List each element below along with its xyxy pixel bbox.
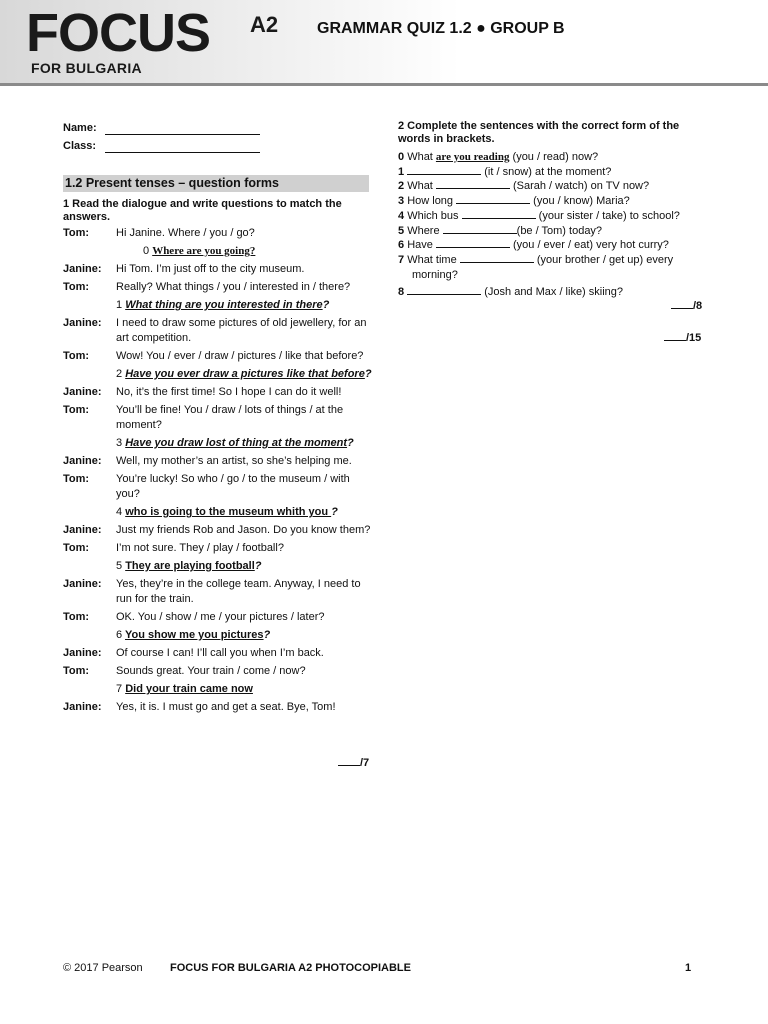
speech-text: Hi Janine. Where / you / go? [116, 227, 255, 239]
speaker-label: Janine: [63, 701, 102, 713]
speaker-label: Tom: [63, 611, 90, 623]
speech-text: I need to draw some pictures of old jewellery, for an art competition. [116, 317, 367, 344]
sentence-number: 4 [398, 209, 405, 222]
dialogue-line [63, 577, 373, 607]
speaker-label: Janine: [63, 455, 102, 467]
question-mark: ? [254, 560, 262, 572]
sentence-start: What time [407, 253, 460, 266]
dialogue-line [63, 349, 373, 364]
speaker-label: Janine: [63, 386, 102, 398]
dialogue-line [63, 403, 373, 433]
sentence-start: Have [407, 239, 436, 252]
dialogue-line [63, 454, 373, 469]
dialogue-line [63, 262, 373, 277]
dialogue-line [63, 700, 373, 715]
total-score [664, 331, 701, 344]
written-answer[interactable]: Have you ever draw a pictures like that before [125, 368, 365, 380]
sentence-end: (Josh and Max / like) skiing? [481, 286, 624, 299]
speaker-label: Janine: [63, 524, 102, 536]
sentence-start: How long [407, 195, 457, 208]
written-answer[interactable]: Did your train came now [125, 683, 253, 695]
written-answer[interactable]: Where are you going? [152, 245, 256, 257]
sentence-number: 2 [398, 180, 405, 193]
sentence-number: 8 [398, 286, 405, 299]
speaker-label: Tom: [63, 227, 90, 239]
logo-subtitle: FOR BULGARIA [31, 60, 142, 76]
sentence-end: (your sister / take) to school? [535, 209, 680, 222]
sentence-start: What [407, 180, 436, 193]
question-number: 3 [116, 437, 123, 449]
speech-text: OK. You / show / me / your pictures / later? [116, 611, 325, 623]
speech-text: Wow! You / ever / draw / pictures / like that before? [116, 350, 364, 362]
speech-text: Really? What things / you / interested in / there? [116, 281, 351, 293]
speech-text: Sounds great. Your train / come / now? [116, 665, 306, 677]
sentence-end: (Sarah / watch) on TV now? [509, 180, 650, 193]
score-blank[interactable] [338, 756, 360, 766]
sentence-start: Which bus [407, 209, 462, 222]
answer-line [63, 559, 373, 574]
speaker-label: Tom: [63, 665, 90, 677]
focus-logo: FOCUS [26, 3, 210, 63]
task1-instruction: 1 Read the dialogue and write questions to match the answers. [63, 198, 342, 223]
answer-gap[interactable] [462, 209, 536, 219]
sentence-row [398, 194, 728, 209]
speech-text: Well, my mother’s an artist, so she’s helping me. [116, 455, 352, 467]
class-field[interactable] [63, 140, 96, 152]
dialogue-line [63, 226, 373, 241]
sentence-row [398, 285, 728, 300]
sentence-number: 0 [398, 151, 405, 163]
answer-gap[interactable] [407, 165, 481, 175]
answer-line [63, 505, 373, 520]
dialogue-line [63, 385, 373, 400]
copyright: © 2017 Pearson [63, 962, 143, 974]
sentence-end: (your brother / get up) every [533, 253, 674, 266]
name-label: Name: [63, 122, 97, 134]
example-answer: are you reading [435, 151, 510, 163]
dialogue [63, 226, 373, 718]
written-answer[interactable]: They are playing football [125, 560, 255, 572]
sentence-number: 3 [398, 195, 405, 208]
sentence-end: (it / snow) at the moment? [481, 165, 612, 178]
sentence-row [398, 209, 728, 224]
speaker-label: Janine: [63, 263, 102, 275]
dialogue-line [63, 523, 373, 538]
question-number: 0 [143, 245, 150, 257]
sentence-number: 6 [398, 239, 405, 252]
sentence-row [398, 150, 728, 165]
section-title: 1.2 Present tenses – question forms [63, 175, 369, 192]
answer-gap[interactable] [456, 194, 530, 204]
task2-score-value: /8 [693, 300, 703, 312]
header-divider [0, 83, 768, 86]
task2-sentences [398, 150, 728, 300]
question-mark: ? [263, 629, 271, 641]
answer-line [63, 367, 373, 382]
series-label: FOCUS FOR BULGARIA A2 PHOTOCOPIABLE [170, 962, 411, 974]
sentence-row [398, 179, 728, 194]
dialogue-line [63, 280, 373, 295]
sentence-start: morning? [412, 268, 458, 281]
speech-text: No, it’s the first time! So I hope I can do it well! [116, 386, 342, 398]
speech-text: Yes, they’re in the college team. Anyway, I need to run for the train. [116, 578, 361, 605]
speech-text: You’re lucky! So who / go / to the museum / with you? [116, 473, 350, 500]
speech-text: You’ll be fine! You / draw / lots of things / at the moment? [116, 404, 344, 431]
page-header [0, 0, 768, 84]
sentence-number: 5 [398, 224, 405, 237]
sentence-row [398, 253, 728, 268]
answer-gap[interactable] [460, 253, 534, 263]
class-line[interactable] [105, 142, 260, 153]
question-number: 4 [116, 506, 123, 518]
level-label: A2 [250, 12, 279, 37]
speaker-label: Janine: [63, 647, 102, 659]
name-field[interactable] [63, 122, 97, 134]
total-score-value: /15 [686, 332, 702, 344]
dialogue-line [63, 664, 373, 679]
speaker-label: Tom: [63, 542, 90, 554]
score-blank[interactable] [664, 331, 686, 341]
question-mark: ? [322, 299, 330, 311]
score-blank[interactable] [671, 299, 693, 309]
sentence-number: 7 [398, 253, 405, 266]
dialogue-line [63, 316, 373, 346]
speech-text: Just my friends Rob and Jason. Do you know them? [116, 524, 371, 536]
sentence-row [398, 238, 728, 253]
sentence-row [398, 268, 728, 283]
speaker-label: Tom: [63, 350, 90, 362]
question-number: 7 [116, 683, 123, 695]
speaker-label: Tom: [63, 281, 90, 293]
question-number: 2 [116, 368, 123, 380]
answer-line [63, 628, 373, 643]
question-number: 6 [116, 629, 123, 641]
answer-line [63, 682, 373, 697]
speech-text: Of course I can! I’ll call you when I’m back. [116, 647, 324, 659]
speaker-label: Janine: [63, 578, 102, 590]
written-answer[interactable]: Have you draw lost of thing at the moment [125, 437, 348, 449]
task1-score [338, 756, 369, 769]
speaker-label: Tom: [63, 404, 90, 416]
dialogue-line [63, 646, 373, 661]
written-answer[interactable]: You show me you pictures [124, 629, 264, 641]
sentence-end: (be / Tom) today? [516, 224, 603, 237]
question-mark: ? [331, 506, 338, 518]
class-label: Class: [63, 140, 97, 152]
written-answer[interactable]: What thing are you interested in there [125, 299, 323, 311]
speech-text: Hi Tom. I’m just off to the city museum. [116, 263, 305, 275]
written-answer[interactable]: who is going to the museum whith you [125, 506, 332, 518]
sentence-end: (you / read) now? [509, 151, 599, 163]
question-mark: ? [364, 368, 372, 380]
sentence-start: Where [407, 224, 443, 237]
sentence-end: (you / know) Maria? [530, 195, 630, 208]
sentence-row [398, 224, 728, 239]
task2-instruction: 2 Complete the sentences with the correct form of the words in brackets. [398, 120, 680, 145]
quiz-title: GRAMMAR QUIZ 1.2 ● GROUP B [317, 20, 565, 37]
sentence-row [398, 165, 728, 180]
question-number: 1 [116, 299, 123, 311]
dialogue-line [63, 610, 373, 625]
task1-score-value: /7 [360, 757, 370, 769]
sentence-end: (you / ever / eat) very hot curry? [509, 239, 669, 252]
speaker-label: Tom: [63, 473, 90, 485]
task2-score [671, 299, 702, 312]
speech-text: I’m not sure. They / play / football? [116, 542, 284, 554]
question-mark: ? [347, 437, 354, 449]
speaker-label: Janine: [63, 317, 102, 329]
answer-line [63, 298, 373, 313]
page-number: 1 [685, 962, 692, 974]
answer-line [63, 436, 373, 451]
answer-gap[interactable] [436, 238, 510, 248]
sentence-number: 1 [398, 165, 405, 178]
dialogue-line [63, 472, 373, 502]
speech-text: Yes, it is. I must go and get a seat. Bye, Tom! [116, 701, 336, 713]
name-line[interactable] [105, 124, 260, 135]
answer-gap[interactable] [443, 224, 517, 234]
question-number: 5 [116, 560, 123, 572]
answer-gap[interactable] [436, 179, 510, 189]
answer-gap[interactable] [407, 285, 481, 295]
answer-line [63, 244, 373, 259]
sentence-start: What [407, 151, 436, 163]
dialogue-line [63, 541, 373, 556]
